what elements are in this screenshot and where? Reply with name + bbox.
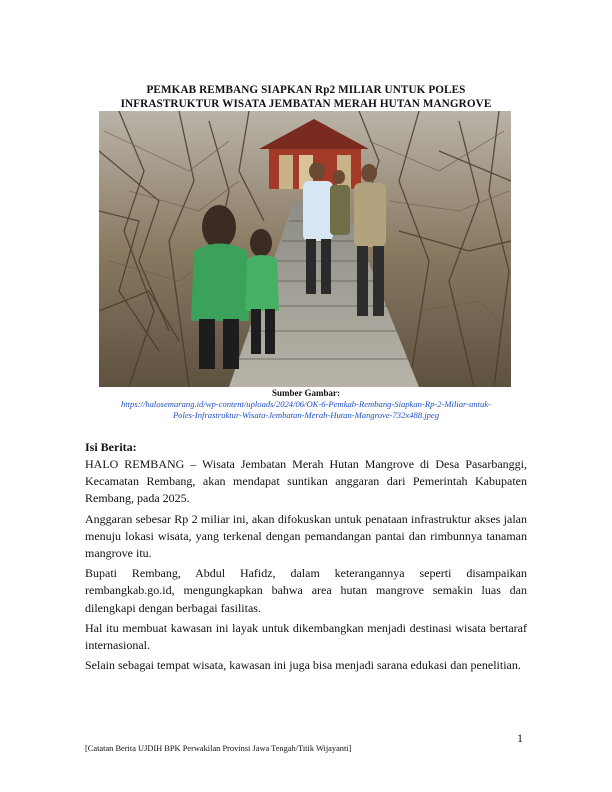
article-body	[85, 456, 527, 677]
paragraph: Hal itu membuat kawasan ini layak untuk dikembangkan menjadi destinasi wisata bertaraf internasional.	[85, 620, 527, 653]
paragraph: Bupati Rembang, Abdul Hafidz, dalam keterangannya seperti disampaikan rembangkab.go.id, mengungkapkan bahwa area hutan mangrove semakin luas dan dilengkapi dengan berbagai fasilitas.	[85, 566, 527, 615]
paragraph: Selain sebagai tempat wisata, kawasan ini juga bisa menjadi sarana edukasi dan penelitian.	[85, 658, 521, 673]
paragraph: Anggaran sebesar Rp 2 miliar ini, akan difokuskan untuk penataan infrastruktur akses jalan menuju lokasi wisata, yang terkenal dengan pemandangan pantai dan rimbunnya tanaman mangrove itu.	[85, 511, 527, 561]
section-heading: Isi Berita:	[85, 440, 137, 454]
footer-note: [Catatan Berita UJDIH BPK Perwakilan Provinsi Jawa Tengah/Titik Wijayanti]	[85, 744, 352, 753]
image-source-link[interactable]	[70, 399, 542, 420]
image-source-url-line-2[interactable]: Poles-Infrastruktur-Wisata-Jembatan-Merah-Hutan-Mangrove-732x488.jpeg	[172, 409, 440, 420]
image-source-url-line-1[interactable]: https://halosemarang.id/wp-content/uploads/2024/06/OK-6-Pemkab-Rembang-Siapkan-Rp-2-Miliar-untuk-	[120, 399, 492, 409]
paragraph: HALO REMBANG – Wisata Jembatan Merah Hutan Mangrove di Desa Pasarbanggi, Kecamatan Rembang, akan mendapat suntikan anggaran dari Pemerintah Kabupaten Rembang, pada 2025.	[85, 457, 527, 506]
document-title	[70, 83, 542, 111]
page-number: 1	[517, 731, 523, 745]
title-line-2: INFRASTRUKTUR WISATA JEMBATAN MERAH HUTAN MANGROVE	[120, 98, 492, 110]
news-photo	[99, 111, 511, 387]
title-line-1: PEMKAB REMBANG SIAPKAN Rp2 MILIAR UNTUK POLES	[146, 84, 466, 96]
image-caption-label: Sumber Gambar:	[271, 388, 341, 398]
